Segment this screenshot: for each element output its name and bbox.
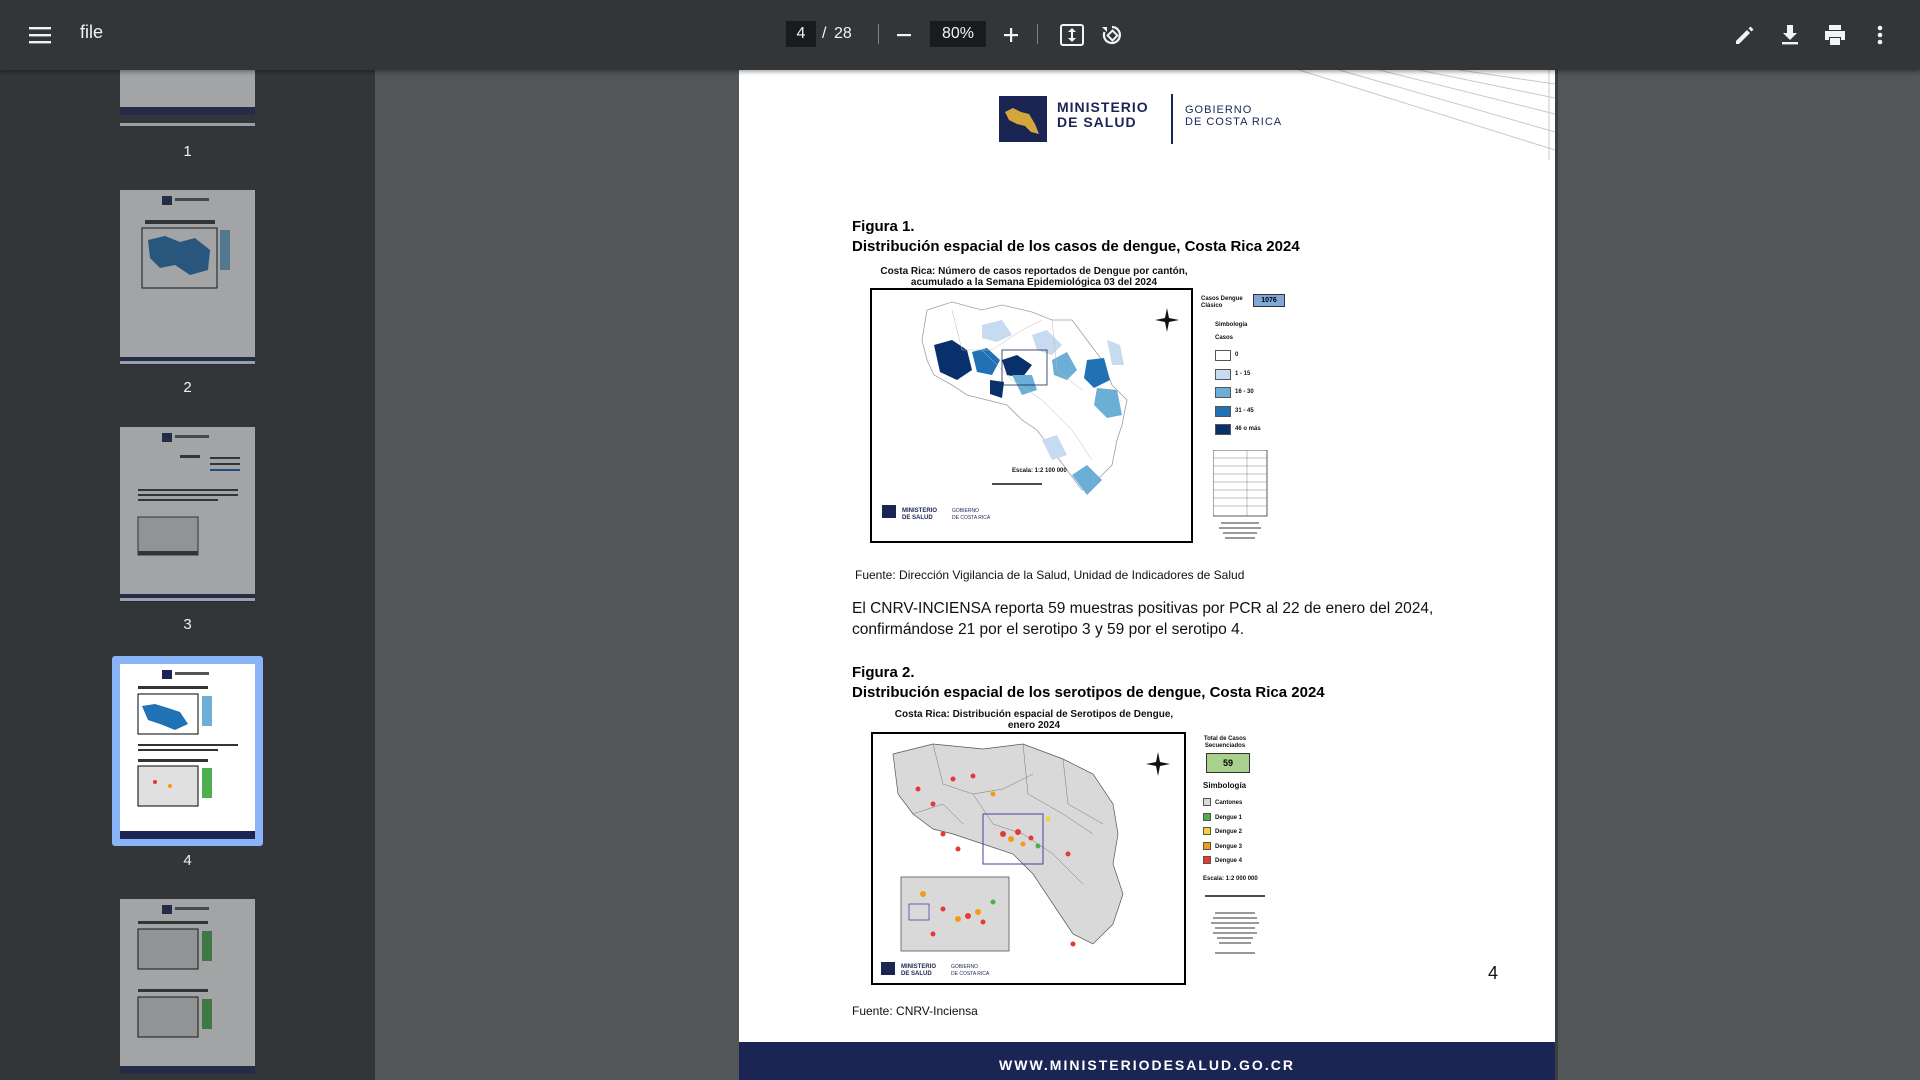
map-1-legend-title: Simbología bbox=[1215, 322, 1248, 328]
map-2-legend-title: Simbología bbox=[1203, 781, 1247, 790]
print-icon[interactable] bbox=[1815, 15, 1855, 55]
page-thumbnail-1[interactable] bbox=[120, 70, 255, 115]
page-separator: / bbox=[822, 25, 827, 42]
legend-label: 46 o más bbox=[1235, 426, 1261, 432]
map-title-line: Costa Rica: Número de casos reportados de Dengue por cantón, bbox=[880, 266, 1188, 277]
thumbnail-divider bbox=[120, 123, 255, 126]
thumbnail-divider bbox=[120, 361, 255, 364]
download-icon[interactable] bbox=[1770, 15, 1810, 55]
figure-2-source: Fuente: CNRV-Inciensa bbox=[852, 1004, 978, 1018]
map-1-title bbox=[859, 266, 1209, 288]
map-2-scale-label: Escala: 1:2 000 000 bbox=[1203, 876, 1258, 882]
file-title: file bbox=[80, 22, 104, 42]
page-number: 4 bbox=[1488, 963, 1499, 983]
rotate-icon[interactable] bbox=[1092, 15, 1132, 55]
thumbnail-number: 2 bbox=[183, 379, 192, 396]
map-1-total-label bbox=[1201, 296, 1243, 310]
total-label-line: Casos Dengue bbox=[1201, 296, 1243, 302]
legend-swatch bbox=[1215, 350, 1231, 361]
dengue-cases-map bbox=[870, 288, 1193, 543]
logo-ministry-text bbox=[1057, 100, 1149, 130]
total-label-line: Clásico bbox=[1201, 303, 1223, 309]
thumbnail-footer bbox=[120, 1066, 255, 1074]
costa-rica-map-logo-icon bbox=[999, 96, 1047, 142]
more-options-icon[interactable] bbox=[1860, 15, 1900, 55]
thumbnail-preview bbox=[120, 190, 255, 365]
figure-1-title: Distribución espacial de los casos de dengue, Costa Rica 2024 bbox=[852, 238, 1300, 255]
choropleth-map bbox=[872, 290, 1191, 541]
toolbar-divider bbox=[1037, 24, 1038, 44]
dengue-serotypes-map bbox=[871, 732, 1186, 985]
total-label-line: Total de Casos bbox=[1203, 736, 1247, 742]
thumbnail-number: 3 bbox=[183, 616, 192, 633]
legend-swatch bbox=[1215, 387, 1231, 398]
logo-line: GOBIERNO bbox=[1185, 104, 1253, 116]
thumbnail-footer bbox=[120, 107, 255, 115]
map-2-total-value: 59 bbox=[1206, 753, 1250, 773]
map-title-line: Costa Rica: Distribución espacial de Serotipos de Dengue, bbox=[894, 709, 1174, 720]
corner-decoration bbox=[1299, 70, 1555, 160]
legend-label: 1 - 15 bbox=[1235, 370, 1251, 377]
map-2-title bbox=[859, 709, 1209, 731]
pdf-toolbar bbox=[0, 0, 1920, 70]
logo-line: DE SALUD bbox=[1057, 114, 1137, 130]
map-title-line: acumulado a la Semana Epidemiológica 03 del 2024 bbox=[910, 277, 1158, 288]
province-table bbox=[1213, 450, 1273, 550]
page-footer-url: WWW.MINISTERIODESALUD.GO.CR bbox=[739, 1042, 1555, 1080]
logo-divider bbox=[1171, 94, 1173, 144]
fit-page-icon[interactable] bbox=[1052, 15, 1092, 55]
page-total: 28 bbox=[834, 25, 852, 42]
logo-line: MINISTERIO bbox=[1057, 99, 1149, 115]
legend-swatch bbox=[1203, 827, 1211, 835]
legend-swatch bbox=[1203, 856, 1211, 864]
zoom-in-button[interactable] bbox=[991, 15, 1031, 55]
legend-label: Dengue 1 bbox=[1215, 814, 1243, 821]
pdf-page bbox=[739, 70, 1555, 1080]
legend-label: 31 - 45 bbox=[1235, 407, 1254, 414]
thumbnail-preview bbox=[120, 899, 255, 1074]
figure-2-title: Distribución espacial de los serotipos de dengue, Costa Rica 2024 bbox=[852, 684, 1325, 701]
svg-text:GOBIERNO: GOBIERNO bbox=[951, 964, 978, 970]
map-2-scale-bar bbox=[1201, 890, 1271, 970]
serotype-map bbox=[873, 734, 1184, 983]
svg-text:GOBIERNO: GOBIERNO bbox=[952, 508, 979, 514]
svg-text:DE COSTA RICA: DE COSTA RICA bbox=[951, 971, 990, 977]
legend-swatch bbox=[1215, 424, 1231, 435]
menu-icon[interactable] bbox=[20, 15, 60, 55]
legend-label: Dengue 2 bbox=[1215, 829, 1243, 835]
toolbar-divider bbox=[878, 24, 879, 44]
legend-swatch bbox=[1203, 798, 1211, 806]
zoom-input[interactable] bbox=[930, 21, 986, 47]
legend-label: 16 - 30 bbox=[1235, 389, 1254, 395]
page-thumbnail-5[interactable] bbox=[120, 899, 255, 1074]
thumbnail-number: 1 bbox=[183, 143, 192, 160]
figure-1-source: Fuente: Dirección Vigilancia de la Salud, Unidad de Indicadores de Salud bbox=[855, 568, 1245, 582]
legend-label: 0 bbox=[1235, 352, 1239, 358]
figure-1-label: Figura 1. bbox=[852, 218, 915, 235]
body-paragraph: El CNRV-INCIENSA reporta 59 muestras positivas por PCR al 22 de enero del 2024, confirmándose 21 por el serotipo 3 y 59 por el serotipo 4. bbox=[852, 600, 1434, 638]
legend-label: Dengue 4 bbox=[1215, 858, 1243, 864]
legend-label: Dengue 3 bbox=[1215, 843, 1243, 850]
map-1-total-value: 1076 bbox=[1253, 294, 1285, 307]
page-thumbnail-3[interactable] bbox=[120, 427, 255, 602]
thumbnail-divider bbox=[120, 598, 255, 601]
ministry-logo bbox=[999, 94, 1299, 144]
legend-swatch bbox=[1215, 369, 1231, 380]
thumbnail-preview bbox=[120, 664, 255, 839]
legend-swatch bbox=[1203, 813, 1211, 821]
svg-text:MINISTERIO: MINISTERIO bbox=[901, 964, 937, 970]
legend-swatch bbox=[1215, 406, 1231, 417]
thumbnail-sidebar bbox=[0, 70, 375, 1080]
svg-text:DE SALUD: DE SALUD bbox=[901, 971, 932, 977]
zoom-out-button[interactable] bbox=[884, 15, 924, 55]
page-thumbnail-2[interactable] bbox=[120, 190, 255, 365]
svg-text:Escala: 1:2 100 000: Escala: 1:2 100 000 bbox=[1012, 468, 1067, 474]
annotate-pen-icon[interactable] bbox=[1725, 15, 1765, 55]
svg-text:DE SALUD: DE SALUD bbox=[902, 515, 933, 521]
svg-text:MINISTERIO: MINISTERIO bbox=[902, 508, 938, 514]
legend-label: Cantones bbox=[1215, 800, 1243, 806]
map-2-total-label bbox=[1203, 736, 1247, 750]
thumbnail-number: 4 bbox=[183, 852, 192, 869]
svg-text:DE COSTA RICA: DE COSTA RICA bbox=[952, 515, 991, 521]
logo-line: DE COSTA RICA bbox=[1185, 116, 1283, 128]
figure-2-label: Figura 2. bbox=[852, 664, 915, 681]
legend-swatch bbox=[1203, 842, 1211, 850]
total-label-line: Secuenciados bbox=[1204, 743, 1246, 749]
page-thumbnail-4[interactable] bbox=[120, 664, 255, 839]
page-number-input[interactable] bbox=[786, 21, 816, 47]
thumbnail-footer bbox=[120, 831, 255, 839]
page-edge-shadow bbox=[1555, 70, 1558, 1080]
map-title-line: enero 2024 bbox=[1007, 720, 1061, 731]
map-1-legend-subtitle: Casos bbox=[1215, 335, 1234, 341]
thumbnail-preview bbox=[120, 427, 255, 602]
logo-government-text bbox=[1185, 104, 1282, 128]
